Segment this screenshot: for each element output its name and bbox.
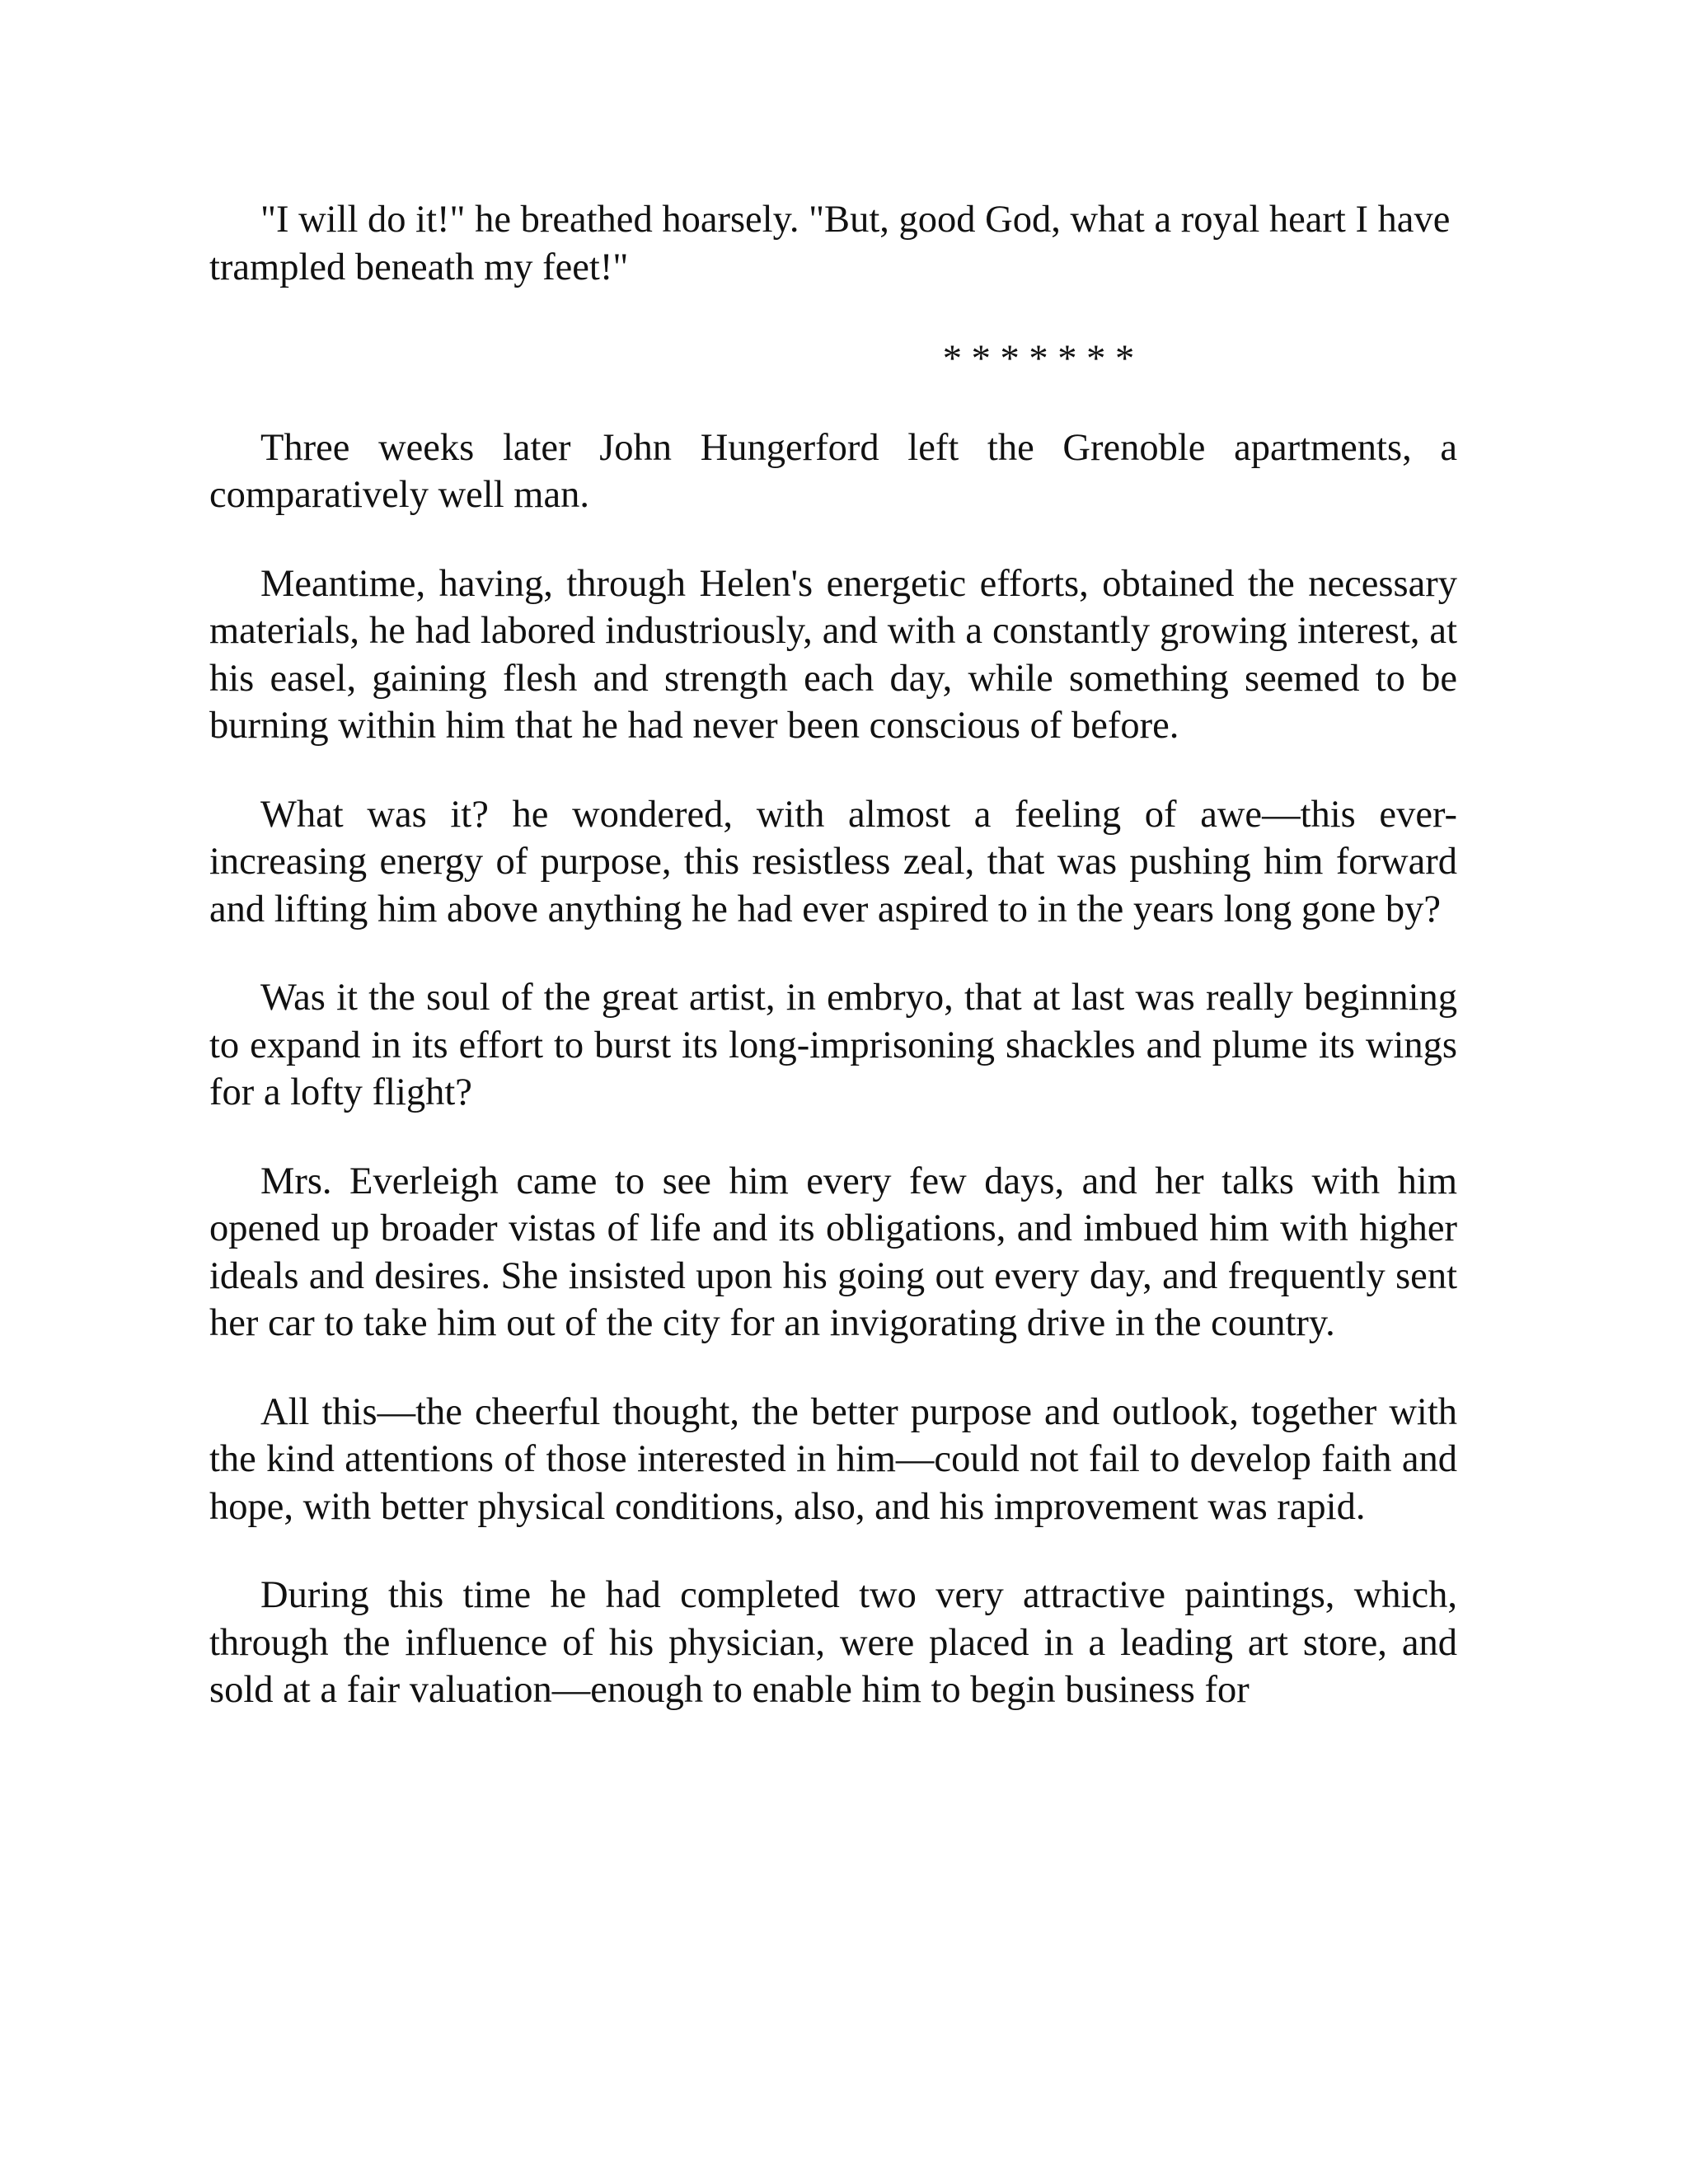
page-body	[209, 196, 1457, 1755]
paragraph-8: During this time he had completed two very attractive paintings, which, through the influence of his physician, were placed in a leading art store, and sold at a fair valuation—enough to enable him to begin business for	[209, 1574, 1457, 1711]
paragraph-7: All this—the cheerful thought, the better purpose and outlook, together with the kind attentions of those interested in him—could not fail to develop faith and hope, with better physical conditions, also, and his improvement was rapid.	[209, 1390, 1457, 1528]
section-separator: * * * * * * *	[942, 338, 1135, 380]
paragraph-6: Mrs. Everleigh came to see him every few days, and her talks with him opened up broader vistas of life and its obligations, and imbued him with higher ideals and desires. She insisted upon his going out every day, and frequently sent her car to take him out of the city for an invigorating drive in the country.	[209, 1160, 1457, 1344]
paragraph-5: Was it the soul of the great artist, in embryo, that at last was really beginning to expand in its effort to burst its long-imprisoning shackles and plume its wings for a lofty flight?	[209, 977, 1457, 1113]
paragraph-3: Meantime, having, through Helen's energetic efforts, obtained the necessary materials, he had labored industriously, and with a constantly growing interest, at his easel, gaining flesh and strength each day, while something seemed to be burning within him that he had never been conscious of before.	[209, 562, 1457, 747]
paragraph-1: "I will do it!" he breathed hoarsely. "But, good God, what a royal heart I have trampled beneath my feet!"	[209, 199, 1451, 288]
paragraph-4: What was it? he wondered, with almost a feeling of awe—this ever-increasing energy of purpose, this resistless zeal, that was pushing him forward and lifting him above anything he had ever aspired to in the years long gone by?	[209, 793, 1457, 930]
paragraph-2: Three weeks later John Hungerford left the Grenoble apartments, a comparatively well man.	[209, 426, 1457, 516]
